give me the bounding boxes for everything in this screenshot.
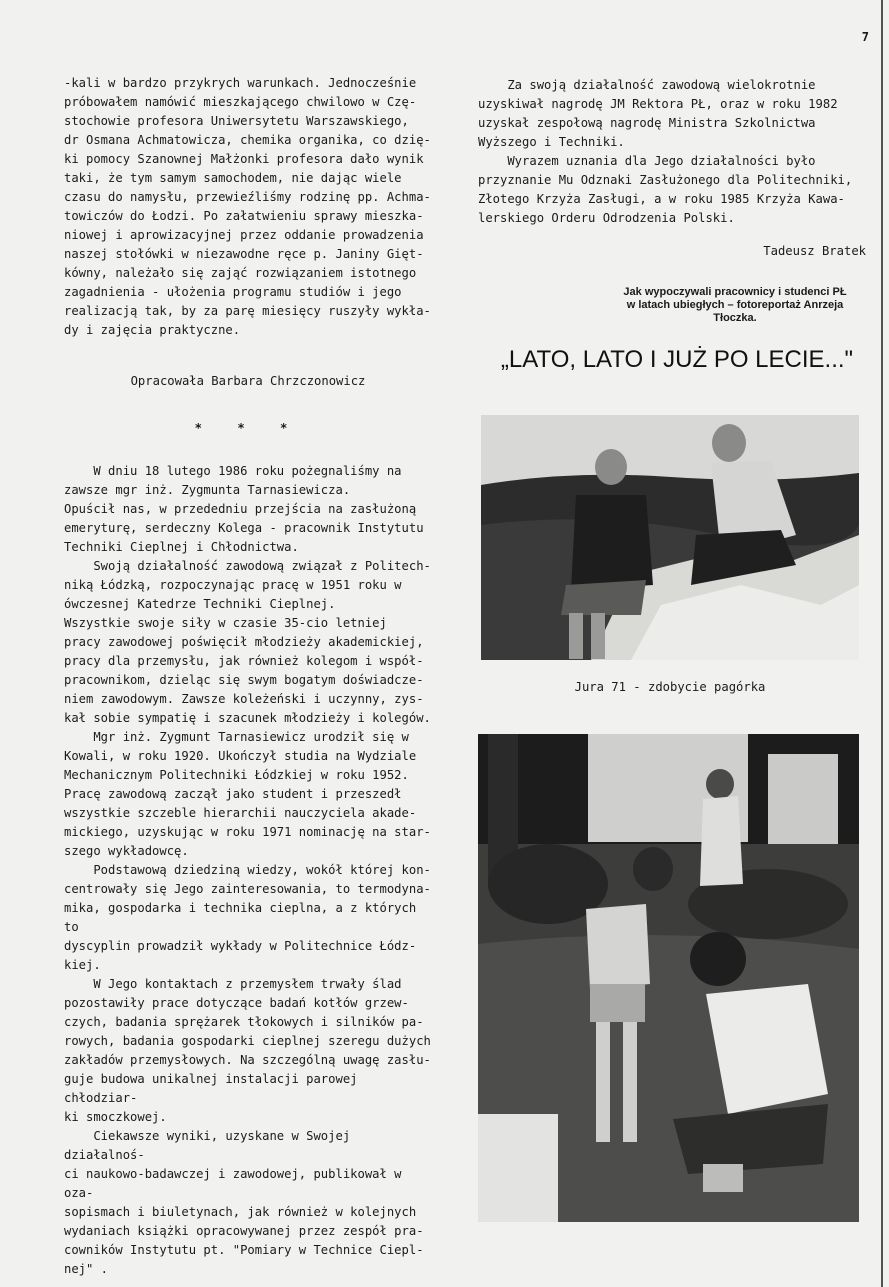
obituary-paragraph: Swoją działalność zawodową związał z Politech- niką Łódzką, rozpoczynając pracę w 1951 roku w ówczesnej Katedrze Techniki Cieplnej. Wszystkie swoje siły w czasie 35-cio letniej pracy zawodowej poświęcił młodzieży akademickiej, pracy dla przemysłu, jak również kolegom i współ- pracownikom, dzieląc się swym bogatym doświadcze- niem zawodowym. Zawsze koleżeński i uczynny, zys- kał sobie sympatię i szacunek młodzieży i kolegów. (64, 559, 431, 725)
feature-headline: „LATO, LATO I JUŻ PO LECIE..." (500, 346, 854, 373)
prepared-by: Opracowała Barbara Chrzczonowicz (130, 374, 366, 388)
paragraph-continuation: -kali w bardzo przykrych warunkach. Jednocześnie próbowałem namówić mieszkającego chwilowo w Czę- stochowie profesora Uniwersytetu Warszawskiego, dr Osmana Achmatowicza, chemika organika, co dzię- ki pomocy Szanownej Małżonki profesora dało wynik taki, że tym samym samochodem, nie dając wiele czasu do namysłu, przewieźliśmy rodzinę pp. Achma- towiczów do Łodzi. Po załatwieniu sprawy mieszka- niowej i aprowizacyjnej przez oddanie prowadzenia naszej stołówki w niezawodne ręce p. Janiny Gięt- kówny, należało się zająć rozwiązaniem istotnego zagadnienia - ułożenia programu studiów i jego realizacją tak, by za parę miesięcy ruszyły wykła- dy i zajęcia praktyczne. (64, 76, 431, 337)
awards-paragraph: Za swoją działalność zawodową wielokrotnie uzyskiwał nagrodę JM Rektora PŁ, oraz w roku 1982 uzyskał zespołową nagrodę Ministra Szkolnictwa Wyższego i Techniki. (478, 78, 838, 149)
photo-feature-intro: Jak wypoczywali pracownicy i studenci PŁ w latach ubiegłych – fotoreportaż Anrzeja Tłoczka. (623, 286, 847, 324)
photo-camp (478, 734, 859, 1222)
obituary-paragraph: Mgr inż. Zygmunt Tarnasiewicz urodził się w Kowali, w roku 1920. Ukończył studia na Wydziale Mechanicznym Politechniki Łódzkiej w roku 1952. Pracę zawodową zaczął jako student i przeszedł wszystkie szczeble hierarchii nauczyciela akade- mickiego, uzyskując w roku 1971 nominację na star- szego wykładowcę. (64, 730, 431, 858)
section-separator: * * * (194, 421, 302, 435)
honors-paragraph: Wyrazem uznania dla Jego działalności było przyznanie Mu Odznaki Zasłużonego dla Politechniki, Złotego Krzyża Zasługi, a w roku 1985 Krzyża Kawa- lerskiego Orderu Odrodzenia Polski. (478, 154, 853, 225)
obituary-paragraph: Ciekawsze wyniki, uzyskane w Swojej działalnoś- ci naukowo-badawczej i zawodowej, publikował w oza- sopismach i biuletynach, jak również w kolejnych wydaniach książki opracowywanej przez zespół pra- cowników Instytutu pt. "Pomiary w Technice Ciepl- nej" . (64, 1129, 424, 1276)
photo-caption: Jura 71 - zdobycie pagórka (574, 680, 766, 694)
obituary-paragraph: W Jego kontaktach z przemysłem trwały ślad pozostawiły prace dotyczące badań kotłów grzew- czych, badania sprężarek tłokowych i silników pa- rowych, badania gospodarki cieplnej szeregu dużych zakładów przemysłowych. Na szczególną uwagę zasłu- guje budowa unikalnej instalacji parowej chłodziar- ki smoczkowej. (64, 977, 431, 1124)
photo-jura-hill (481, 415, 859, 660)
page-number: 7 (861, 30, 869, 44)
right-column (478, 76, 874, 261)
author-signature: Tadeusz Bratek (763, 244, 866, 258)
obituary-paragraph: Podstawową dziedziną wiedzy, wokół której kon- centrowały się Jego zainteresowania, to termodyna- mika, gospodarka i technika cieplna, a z których to dyscyplin prowadził wykłady w Politechnice Łódz- kiej. (64, 863, 431, 972)
page-edge (881, 0, 883, 1287)
left-column (64, 74, 432, 1279)
obituary-paragraph: W dniu 18 lutego 1986 roku pożegnaliśmy na zawsze mgr inż. Zygmunta Tarnasiewicza. Opuścił nas, w przededniu przejścia na zasłużoną emeryturę, serdeczny Kolega - pracownik Instytutu Techniki Cieplnej i Chłodnictwa. (64, 464, 424, 554)
